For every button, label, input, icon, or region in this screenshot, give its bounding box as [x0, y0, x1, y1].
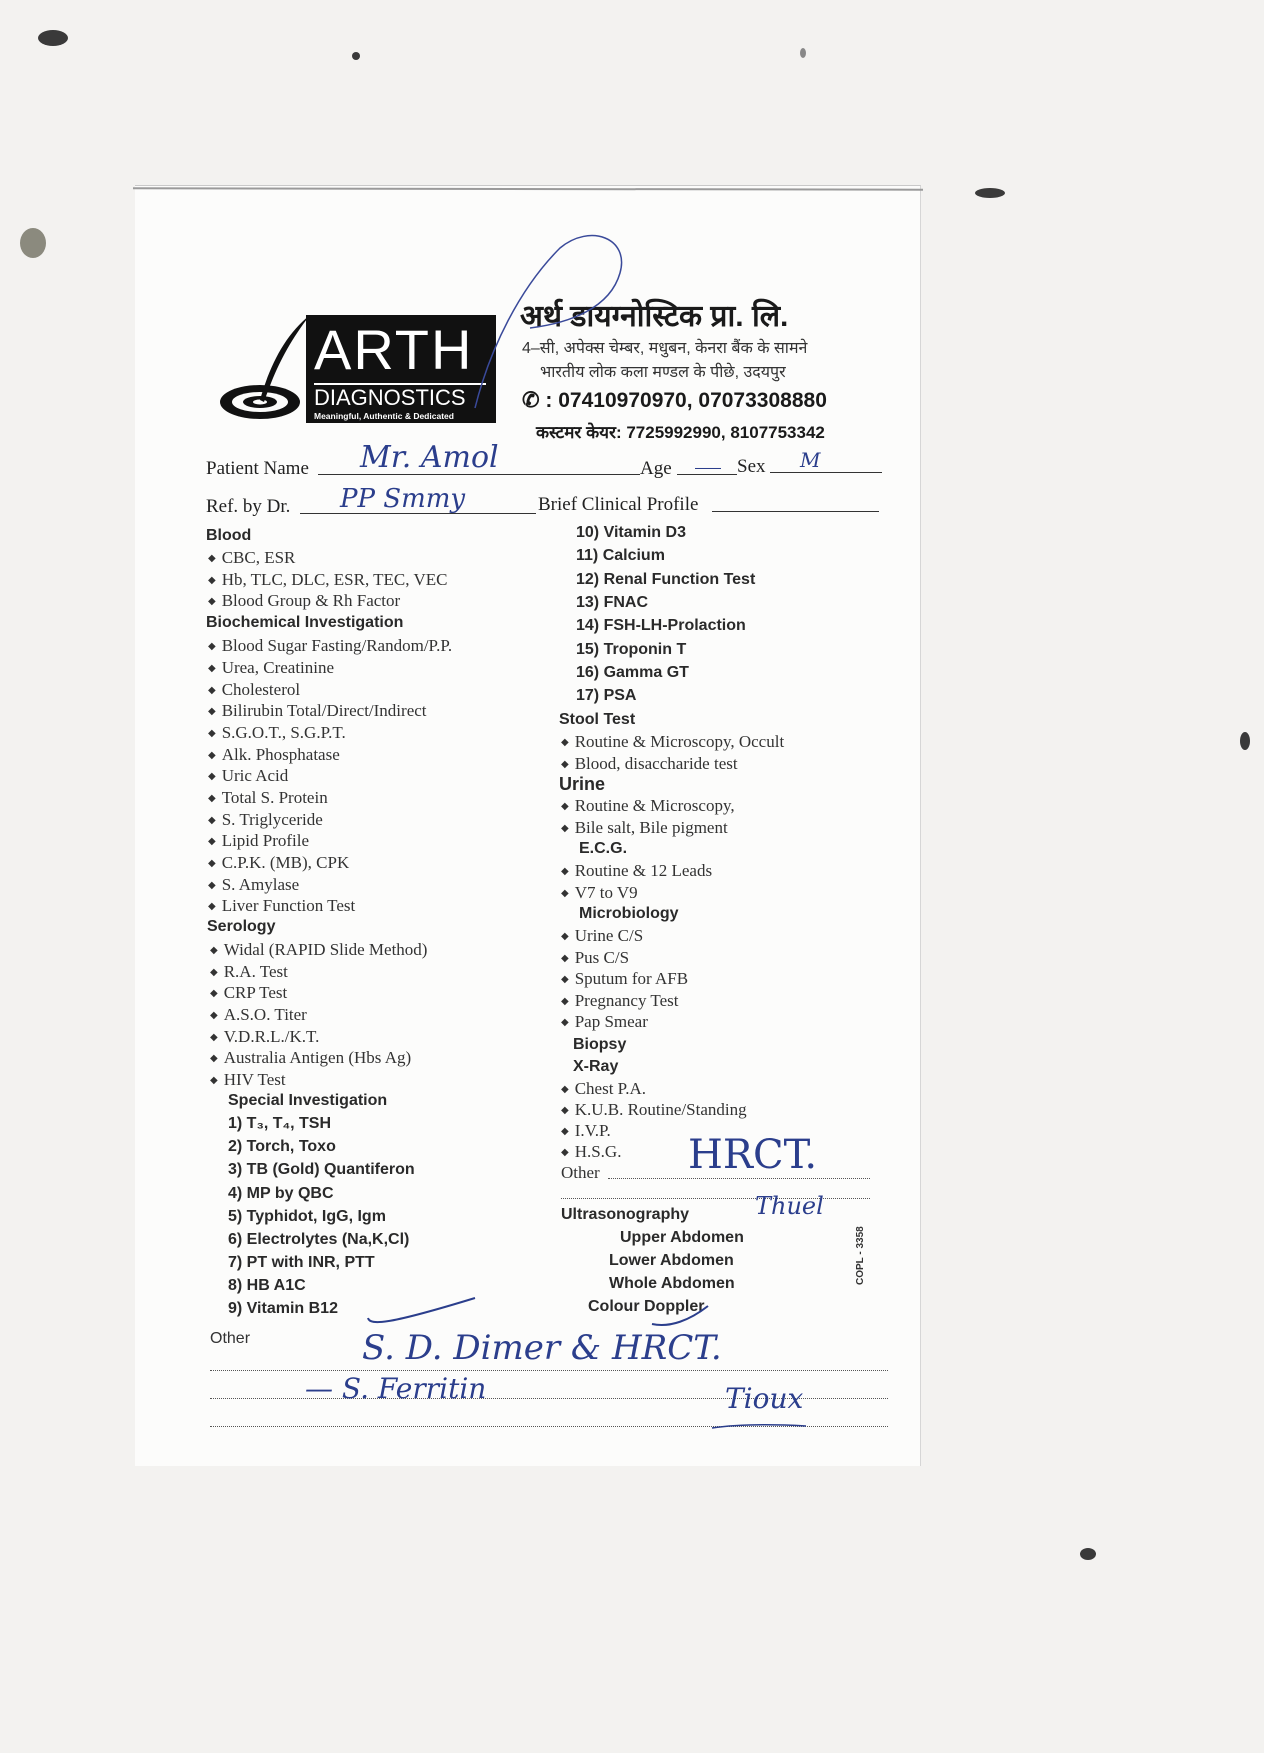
test-checkbox[interactable]: ◆ R.A. Test [210, 962, 288, 981]
smudge [800, 48, 806, 58]
test-checkbox[interactable]: ◆ A.S.O. Titer [210, 1005, 307, 1024]
test-checkbox[interactable]: ◆ CRP Test [210, 983, 288, 1002]
test-checkbox[interactable]: ◆ S.G.O.T., S.G.P.T. [208, 723, 346, 742]
test-checkbox[interactable]: ◆ Chest P.A. [561, 1079, 647, 1098]
test-checkbox[interactable]: ◆ Uric Acid [208, 766, 289, 785]
clinical-profile-label: Brief Clinical Profile [538, 494, 699, 515]
test-checkbox[interactable]: ◆ H.S.G. [561, 1142, 622, 1161]
usg-option[interactable]: Whole Abdomen [609, 1275, 735, 1292]
age-label: Age [640, 458, 672, 479]
handwritten-other-1: S. D. Dimer & HRCT. [362, 1328, 722, 1368]
test-checkbox[interactable]: 4) MP by QBC [228, 1185, 334, 1202]
section-stool: Stool Test [559, 711, 636, 728]
brand-name: ARTH [314, 318, 474, 381]
test-checkbox[interactable]: ◆ Routine & 12 Leads [561, 861, 713, 880]
handwritten-other-3: Tioux [725, 1382, 804, 1415]
phone-numbers: ✆ : 07410970970, 07073308880 [522, 389, 827, 412]
logo-block [306, 315, 496, 423]
test-checkbox[interactable]: ◆ Routine & Microscopy, [561, 796, 735, 815]
test-checkbox[interactable]: 5) Typhidot, IgG, Igm [228, 1208, 386, 1225]
test-checkbox[interactable]: ◆ Routine & Microscopy, Occult [561, 732, 785, 751]
test-checkbox[interactable]: 9) Vitamin B12 [228, 1300, 338, 1317]
smudge [975, 188, 1005, 198]
sex-label: Sex [737, 456, 766, 477]
usg-option[interactable]: Upper Abdomen [620, 1229, 744, 1246]
section-ultrasonography: Ultrasonography [561, 1206, 690, 1223]
brand-sub: DIAGNOSTICS [314, 385, 466, 410]
test-checkbox[interactable]: ◆ Blood, disaccharide test [561, 754, 738, 773]
sex-field[interactable] [770, 472, 882, 473]
test-checkbox[interactable]: ◆ Blood Sugar Fasting/Random/P.P. [208, 636, 453, 655]
handwritten-ultra-note: Thuel [755, 1192, 824, 1220]
test-checkbox[interactable]: ◆ V.D.R.L./K.T. [210, 1027, 320, 1046]
smudge [38, 30, 68, 46]
smudge [352, 52, 360, 60]
test-checkbox[interactable]: 1) T₃, T₄, TSH [228, 1115, 332, 1132]
test-checkbox[interactable]: 17) PSA [576, 687, 637, 704]
handwritten-hrct: HRCT. [688, 1132, 818, 1178]
section-ecg: E.C.G. [579, 840, 628, 857]
test-checkbox[interactable]: ◆ Cholesterol [208, 680, 301, 699]
usg-option[interactable]: Colour Doppler [588, 1298, 705, 1315]
test-checkbox[interactable]: 11) Calcium [576, 547, 665, 564]
form-code: COPL - 3358 [855, 1226, 866, 1285]
test-checkbox[interactable]: 6) Electrolytes (Na,K,Cl) [228, 1231, 410, 1248]
test-checkbox[interactable]: ◆ K.U.B. Routine/Standing [561, 1100, 747, 1119]
tick-mark [360, 1290, 480, 1330]
test-checkbox[interactable]: ◆ Bilirubin Total/Direct/Indirect [208, 701, 427, 720]
age-value: __ [695, 440, 721, 470]
sex-value: M [800, 448, 821, 472]
brand-tagline: Meaningful, Authentic & Dedicated [314, 411, 454, 421]
test-checkbox[interactable]: ◆ Total S. Protein [208, 788, 328, 807]
section-serology: Serology [207, 918, 276, 935]
section-biochemical: Biochemical Investigation [206, 614, 404, 631]
patient-name-label: Patient Name [206, 458, 309, 479]
test-checkbox[interactable]: ◆ Australia Antigen (Hbs Ag) [210, 1048, 412, 1067]
arth-logo-icon [215, 310, 315, 425]
test-checkbox[interactable]: 3) TB (Gold) Quantiferon [228, 1161, 415, 1178]
test-checkbox[interactable]: ◆ Pus C/S [561, 948, 630, 967]
ref-doctor-value: PP Smmy [340, 484, 466, 514]
test-checkbox[interactable]: ◆ Sputum for AFB [561, 969, 689, 988]
test-checkbox[interactable]: 2) Torch, Toxo [228, 1138, 336, 1155]
test-checkbox[interactable]: 15) Troponin T [576, 641, 687, 658]
handwritten-other-2: — S. Ferritin [305, 1372, 487, 1405]
test-checkbox[interactable]: ◆ Hb, TLC, DLC, ESR, TEC, VEC [208, 570, 448, 589]
clinical-profile-field[interactable] [712, 511, 879, 512]
test-checkbox[interactable]: 8) HB A1C [228, 1277, 306, 1294]
test-checkbox[interactable]: ◆ Pap Smear [561, 1012, 648, 1031]
test-checkbox[interactable]: ◆ CBC, ESR [208, 548, 296, 567]
usg-tick [650, 1300, 710, 1330]
usg-option[interactable]: Lower Abdomen [609, 1252, 734, 1269]
test-checkbox[interactable]: 12) Renal Function Test [576, 571, 756, 588]
age-field[interactable] [677, 474, 737, 475]
test-checkbox[interactable]: ◆ C.P.K. (MB), CPK [208, 853, 350, 872]
test-checkbox[interactable]: 16) Gamma GT [576, 664, 689, 681]
other-right-line-1[interactable] [608, 1178, 870, 1179]
smudge [1240, 732, 1250, 750]
test-checkbox[interactable]: ◆ I.V.P. [561, 1121, 611, 1140]
test-checkbox[interactable]: 10) Vitamin D3 [576, 524, 686, 541]
address-line-1: 4–सी, अपेक्स चेम्बर, मधुबन, केनरा बैंक के सामने [522, 340, 808, 357]
ref-doctor-label: Ref. by Dr. [206, 496, 291, 517]
smudge [1080, 1548, 1096, 1560]
section-blood: Blood [206, 527, 252, 544]
test-checkbox[interactable]: ◆ Lipid Profile [208, 831, 310, 850]
other-line-1[interactable] [210, 1370, 888, 1371]
test-checkbox[interactable]: ◆ Widal (RAPID Slide Method) [210, 940, 428, 959]
section-microbiology: Microbiology [579, 905, 679, 922]
customer-care: कस्टमर केयर: 7725992990, 8107753342 [536, 423, 825, 442]
test-checkbox[interactable]: 14) FSH-LH-Prolaction [576, 617, 746, 634]
underline-stroke [710, 1420, 810, 1432]
test-checkbox[interactable]: ◆ V7 to V9 [561, 883, 638, 902]
section-special-investigation: Special Investigation [228, 1092, 388, 1109]
test-checkbox[interactable]: ◆ Bile salt, Bile pigment [561, 818, 728, 837]
test-checkbox[interactable]: ◆ Liver Function Test [208, 896, 356, 915]
test-checkbox[interactable]: ◆ Blood Group & Rh Factor [208, 591, 401, 610]
test-checkbox[interactable]: 13) FNAC [576, 594, 649, 611]
test-checkbox[interactable]: ◆ Pregnancy Test [561, 991, 679, 1010]
test-checkbox[interactable]: ◆ Urea, Creatinine [208, 658, 335, 677]
smudge [20, 228, 46, 258]
test-checkbox[interactable]: ◆ S. Amylase [208, 875, 300, 894]
test-checkbox[interactable]: 7) PT with INR, PTT [228, 1254, 375, 1271]
test-checkbox[interactable]: ◆ Urine C/S [561, 926, 644, 945]
other-label-right: Other [561, 1163, 600, 1182]
address-line-2: भारतीय लोक कला मण्डल के पीछे, उदयपुर [540, 364, 786, 381]
test-checkbox[interactable]: ◆ Alk. Phosphatase [208, 745, 340, 764]
hindi-brand-name: अर्थ डायग्नोस्टिक प्रा. लि. [520, 300, 789, 333]
signature-loop [470, 228, 640, 418]
test-checkbox[interactable]: ◆ HIV Test [210, 1070, 286, 1089]
section-xray: X-Ray [573, 1058, 619, 1075]
patient-name-value: Mr. Amol [360, 440, 499, 475]
other-label-left: Other [210, 1330, 251, 1347]
section-urine: Urine [559, 774, 606, 794]
section-biopsy: Biopsy [573, 1036, 627, 1053]
test-checkbox[interactable]: ◆ S. Triglyceride [208, 810, 323, 829]
